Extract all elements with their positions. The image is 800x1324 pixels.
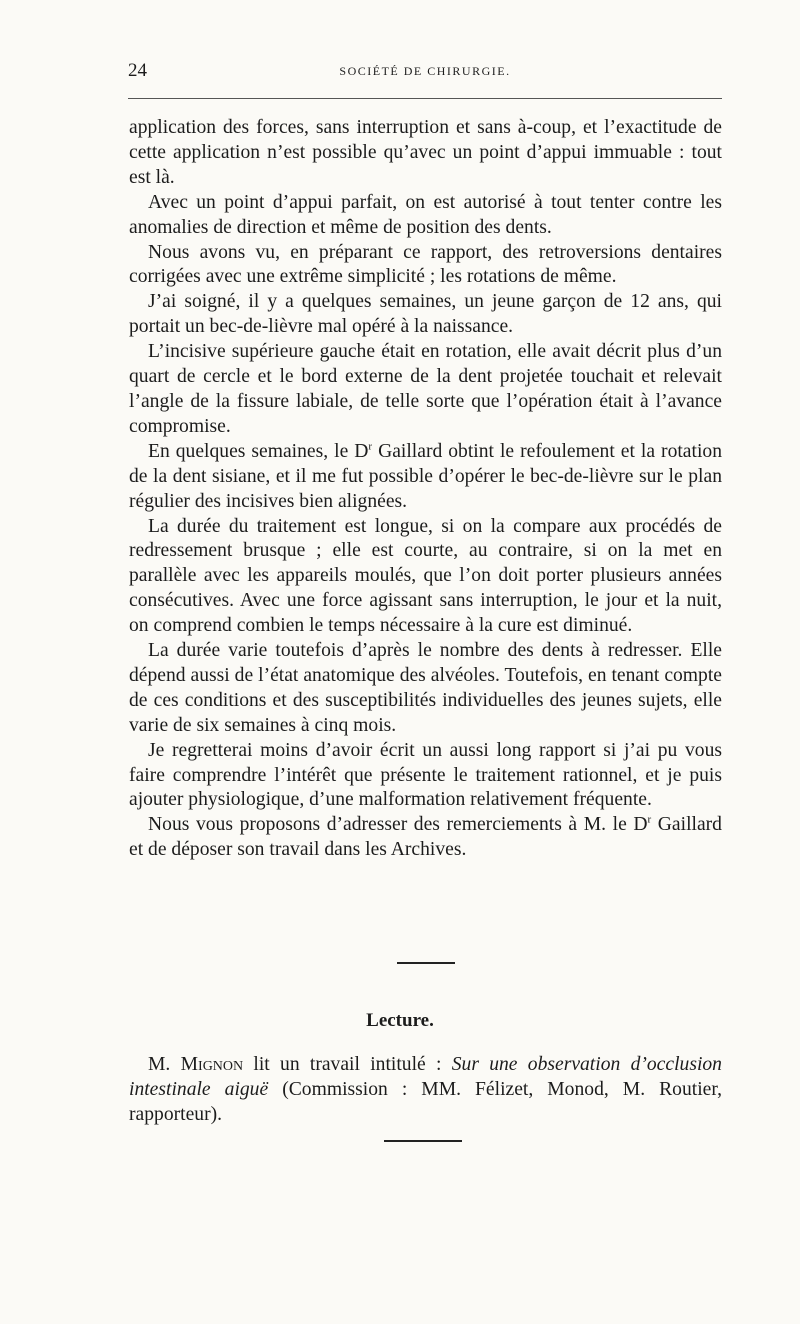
paragraph: Avec un point d’appui parfait, on est autorisé à tout tenter contre les anomalies de direction et même de position des dents. <box>129 191 722 238</box>
report-body <box>129 116 722 863</box>
paragraph: Nous avons vu, en préparant ce rapport, des retroversions dentaires corrigées avec une extrême simplicité ; les rotations de même. <box>129 241 722 288</box>
running-title: SOCIÉTÉ DE CHIRURGIE. <box>339 64 511 78</box>
paragraph: La durée varie toutefois d’après le nombre des dents à redresser. Elle dépend aussi de l’état anatomique des alvéoles. Toutefois, en tenant compte de ces conditions et des susceptibilités individuelles des jeunes sujets, elle varie de six semaines à cinq mois. <box>129 640 722 736</box>
paragraph: J’ai soigné, il y a quelques semaines, un jeune garçon de 12 ans, qui portait un bec-de-lièvre mal opéré à la naissance. <box>129 291 722 338</box>
text: M. <box>148 1054 181 1075</box>
end-separator <box>384 1140 462 1142</box>
text: Nous vous proposons d’adresser des remerciements à M. le D <box>148 814 648 836</box>
superscript: r <box>647 813 652 826</box>
author-name: Mignon <box>180 1054 244 1075</box>
work-title: Sur une observation d’occlusion intestinale aiguë <box>129 1054 722 1100</box>
text: Gaillard obtint le refoulement et la rotation de la dent sisiane, et il me fut possible d’opérer le bec-de-lièvre sur le plan régulier des incisives bien alignées. <box>129 440 722 512</box>
section-title: Lecture. <box>366 1010 434 1031</box>
superscript: r <box>368 440 373 453</box>
header-rule <box>128 98 722 99</box>
text: lit un travail intitulé : <box>243 1054 452 1075</box>
paragraph: L’incisive supérieure gauche était en rotation, elle avait décrit plus d’un quart de cercle et le bord externe de la dent projetée touchait et relevait l’angle de la fissure labiale, de telle sorte que l’opération était à l’avance compromise. <box>129 341 722 437</box>
page-number: 24 <box>128 60 147 81</box>
paragraph-continued: application des forces, sans interruption et sans à-coup, et l’exactitude de cette application n’est possible qu’avec un point d’appui immuable : tout est là. <box>129 117 722 188</box>
paragraph: La durée du traitement est longue, si on la compare aux procédés de redressement brusque ; elle est courte, au contraire, si on la met en parallèle avec les appareils moulés, que l’on doit porter plusieurs années consécutives. Avec une force agissant sans interruption, le jour et la nuit, on comprend combien le temps nécessaire à la cure est diminué. <box>129 515 722 637</box>
paragraph <box>129 440 722 515</box>
text: (Commission : MM. Félizet, Monod, M. Routier, rapporteur). <box>129 1079 723 1125</box>
paragraph <box>129 813 722 863</box>
text: Gaillard et de déposer son travail dans les Archives. <box>129 814 722 861</box>
text: En quelques semaines, le D <box>148 440 369 462</box>
section-separator <box>397 962 455 964</box>
lecture-paragraph <box>129 1052 722 1127</box>
paragraph: Je regretterai moins d’avoir écrit un aussi long rapport si j’ai pu vous faire comprendre l’intérêt que présente le traitement rationnel, et je puis ajouter physiologique, d’une malformation relativement fréquente. <box>129 739 722 811</box>
page-header <box>128 60 722 86</box>
